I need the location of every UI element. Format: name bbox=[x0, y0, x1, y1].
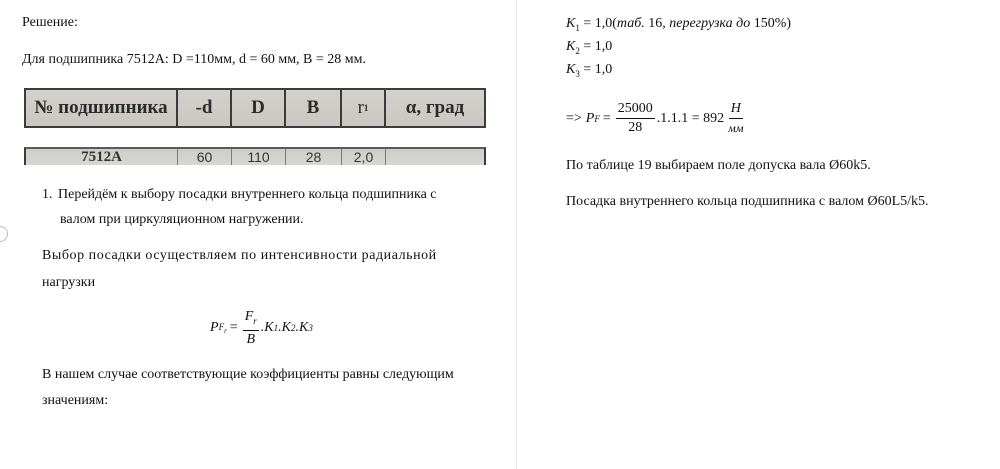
formula-k1-label: .K bbox=[260, 320, 274, 336]
table-cell: 7512A bbox=[26, 149, 178, 165]
formula-k3-label: .K bbox=[295, 320, 309, 336]
step1-line2: валом при циркуляционном нагружении. bbox=[60, 212, 304, 227]
formula-p-sub: F bbox=[218, 322, 225, 332]
table-cell: 60 bbox=[178, 149, 232, 165]
para3-line2: значениям: bbox=[42, 393, 109, 408]
para3-line1: В нашем случае соответствующие коэффициенты равны следующим bbox=[42, 367, 454, 382]
step1-line1: Перейдём к выбору посадки внутреннего кольца подшипника с bbox=[58, 187, 437, 202]
para2-line1: Выбор посадки осуществляем по интенсивности радиальной bbox=[42, 248, 437, 263]
fit-line: Посадка внутреннего кольца подшипника с валом Ø60L5/k5. bbox=[566, 194, 929, 209]
intensity-result-formula bbox=[566, 100, 748, 137]
k1-value: = 1,0( bbox=[583, 16, 617, 31]
intensity-formula bbox=[210, 308, 313, 349]
bearing-table-row bbox=[24, 147, 486, 165]
fraction-denominator: B bbox=[246, 331, 256, 347]
coefficient-k3 bbox=[566, 62, 612, 79]
result-numerator: 25000 bbox=[616, 100, 655, 119]
table-header-r: r bbox=[357, 97, 364, 118]
k1-note-overload: перегрузка до bbox=[669, 16, 751, 31]
k1-label: K bbox=[566, 16, 576, 31]
coefficient-k1 bbox=[566, 16, 791, 33]
table-header-cell: № подшипника bbox=[26, 90, 178, 126]
page-divider bbox=[516, 0, 517, 469]
implies-arrow: => bbox=[566, 110, 582, 126]
coefficient-k2 bbox=[566, 39, 612, 56]
k1-note: таб. bbox=[616, 16, 645, 31]
margin-marker bbox=[0, 226, 8, 242]
unit-denominator: мм bbox=[728, 121, 744, 135]
result-fraction bbox=[616, 100, 655, 137]
para2-line2: нагрузки bbox=[42, 275, 96, 290]
tolerance-line: По таблице 19 выбираем поле допуска вала Ø60k5. bbox=[566, 158, 871, 173]
fraction-numerator-sub: r bbox=[253, 315, 257, 326]
formula-k3-sub: 3 bbox=[308, 323, 313, 334]
table-cell bbox=[386, 149, 484, 165]
k2-sub: 2 bbox=[575, 45, 580, 56]
solution-heading: Решение: bbox=[22, 15, 78, 30]
table-header-cell: -d bbox=[178, 90, 232, 126]
table-header-cell: B bbox=[286, 90, 342, 126]
k2-value: = 1,0 bbox=[583, 39, 613, 54]
k3-value: = 1,0 bbox=[583, 62, 613, 77]
result-p: P bbox=[585, 110, 595, 126]
formula-fraction bbox=[243, 308, 259, 349]
table-header-cell bbox=[342, 90, 386, 126]
fraction-numerator: F bbox=[244, 309, 254, 324]
step1-number: 1. bbox=[42, 187, 53, 202]
k3-label: K bbox=[566, 62, 576, 77]
result-denominator: 28 bbox=[628, 120, 643, 135]
table-cell: 28 bbox=[286, 149, 342, 165]
formula-equals: = bbox=[229, 320, 238, 336]
bearing-table-header bbox=[24, 88, 486, 128]
k3-sub: 3 bbox=[575, 68, 580, 79]
k1-note-percent: 150%) bbox=[753, 16, 792, 31]
formula-p: P bbox=[210, 320, 219, 336]
k1-note-number: 16, bbox=[648, 16, 666, 31]
formula-k2-sub: 2 bbox=[290, 323, 296, 334]
unit-numerator: Н bbox=[729, 100, 743, 119]
table-cell: 110 bbox=[232, 149, 286, 165]
k2-label: K bbox=[566, 39, 576, 54]
formula-k2-label: .K bbox=[278, 320, 291, 336]
table-header-r-sub: 1 bbox=[363, 103, 369, 113]
result-multiplication: .1.1.1 = 892 bbox=[656, 110, 725, 126]
result-unit bbox=[726, 100, 745, 137]
table-cell: 2,0 bbox=[342, 149, 386, 165]
result-equals: = bbox=[602, 110, 611, 126]
formula-p-subsub: r bbox=[224, 326, 227, 335]
formula-k1-sub: 1 bbox=[273, 323, 279, 334]
bearing-dimensions-line: Для подшипника 7512А: D =110мм, d = 60 мм, B = 28 мм. bbox=[22, 52, 367, 67]
k1-sub: 1 bbox=[575, 22, 580, 33]
result-p-sub: F bbox=[594, 113, 600, 124]
table-header-cell: α, град bbox=[405, 97, 465, 118]
table-header-cell: D bbox=[232, 90, 286, 126]
